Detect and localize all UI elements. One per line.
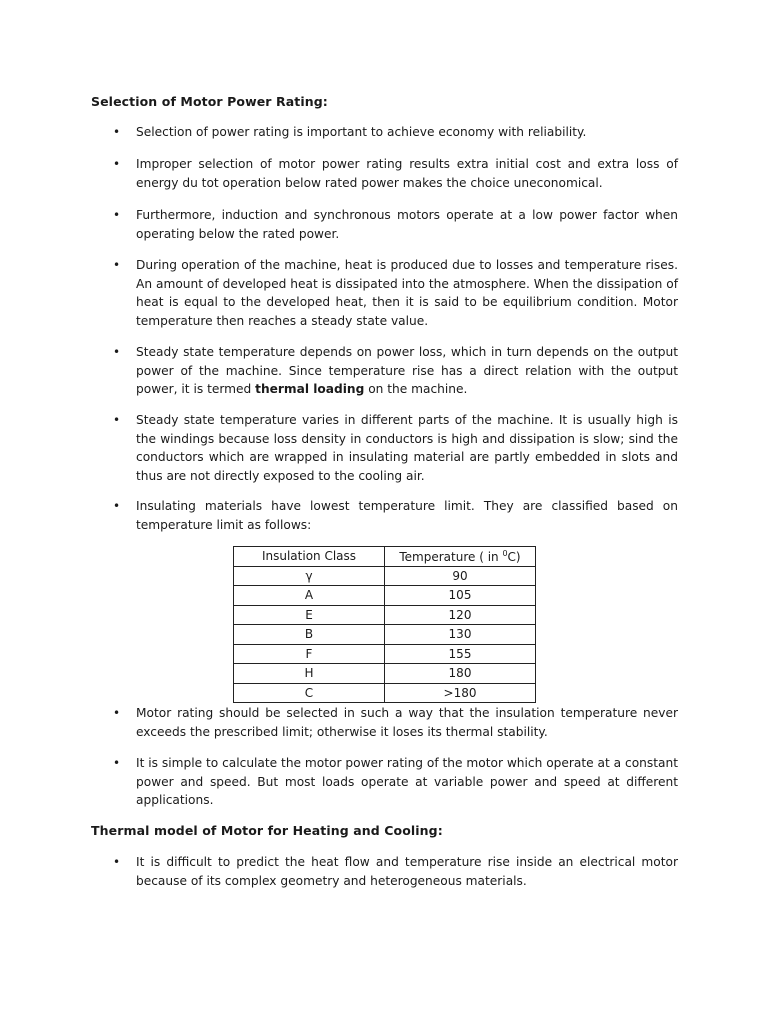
header-temperature [385,547,536,567]
list-item-text: Selection of power rating is important to achieve economy with reliability. [136,125,587,139]
bullet-icon: • [113,157,121,171]
bullet-icon: • [113,208,121,222]
insulation-class-cell: A [234,586,385,606]
text-segment: Steady state temperature depends on power loss, which in turn depends on the output power of the machine. Since temperature rise has a direct relation with the output power, it is termed [136,345,678,397]
list-item [113,206,678,243]
temperature-cell: 90 [385,566,536,586]
bullet-icon: • [113,706,121,720]
bullet-icon: • [113,125,121,139]
bold-term-thermal-loading: thermal loading [255,382,365,397]
bullet-icon: • [113,258,121,272]
list-item-text: It is simple to calculate the motor power rating of the motor which operate at a constant power and speed. But most loads operate at variable power and speed at different applications. [136,756,678,808]
table-row [234,683,536,703]
list-item [113,343,678,399]
list-item-text: Insulating materials have lowest temperature limit. They are classified based on temperature limit as follows: [136,499,678,532]
table-row [234,605,536,625]
section-heading-motor-power-rating: Selection of Motor Power Rating: [91,94,328,109]
header-temperature-suffix: C) [507,549,521,564]
list-item-text: During operation of the machine, heat is produced due to losses and temperature rises. An amount of developed heat is dissipated into the atmosphere. When the dissipation of heat is equal to the developed heat, then it is said to be equilibrium condition. Motor temperature then reaches a steady state value. [136,258,678,328]
list-item [113,256,678,330]
temperature-cell: 155 [385,644,536,664]
table-row [234,664,536,684]
list-item-text: It is difficult to predict the heat flow and temperature rise inside an electrical motor because of its complex geometry and heterogeneous materials. [136,855,678,888]
list-item-text: Improper selection of motor power rating results extra initial cost and extra loss of energy du tot operation below rated power makes the choice uneconomical. [136,157,678,190]
degree-superscript: 0 [502,548,508,558]
header-temperature-prefix: Temperature ( in [399,549,503,564]
insulation-class-cell: E [234,605,385,625]
temperature-cell: 180 [385,664,536,684]
bullet-icon: • [113,855,121,869]
bullet-icon: • [113,413,121,427]
insulation-class-cell: C [234,683,385,703]
list-item [113,411,678,485]
list-item [113,497,678,534]
temperature-cell: >180 [385,683,536,703]
list-item-text: Steady state temperature varies in different parts of the machine. It is usually high is the windings because loss density in conductors is high and dissipation is slow; sind the conductors which are wrapped in insulating material are partly embedded in slots and thus are not directly exposed to the cooling air. [136,413,678,483]
insulation-class-cell: F [234,644,385,664]
table-row [234,566,536,586]
list-item [113,123,678,142]
insulation-class-cell: γ [234,566,385,586]
table-row [234,625,536,645]
bullet-icon: • [113,756,121,770]
list-item [113,155,678,192]
table-row [234,644,536,664]
insulation-class-table [233,546,536,703]
insulation-class-cell: B [234,625,385,645]
list-item [113,754,678,810]
temperature-cell: 105 [385,586,536,606]
list-item-text: Motor rating should be selected in such a way that the insulation temperature never exceeds the prescribed limit; otherwise it loses its thermal stability. [136,706,678,739]
bullet-icon: • [113,345,121,359]
table-row [234,586,536,606]
list-item [113,853,678,890]
section-heading-thermal-model: Thermal model of Motor for Heating and Cooling: [91,823,443,838]
list-item-text [136,343,678,399]
temperature-cell: 130 [385,625,536,645]
temperature-cell: 120 [385,605,536,625]
bullet-icon: • [113,499,121,513]
header-insulation-class: Insulation Class [234,547,385,567]
insulation-class-cell: H [234,664,385,684]
table-header-row [234,547,536,567]
list-item [113,704,678,741]
text-segment: on the machine. [364,382,468,397]
list-item-text: Furthermore, induction and synchronous motors operate at a low power factor when operating below the rated power. [136,208,678,241]
